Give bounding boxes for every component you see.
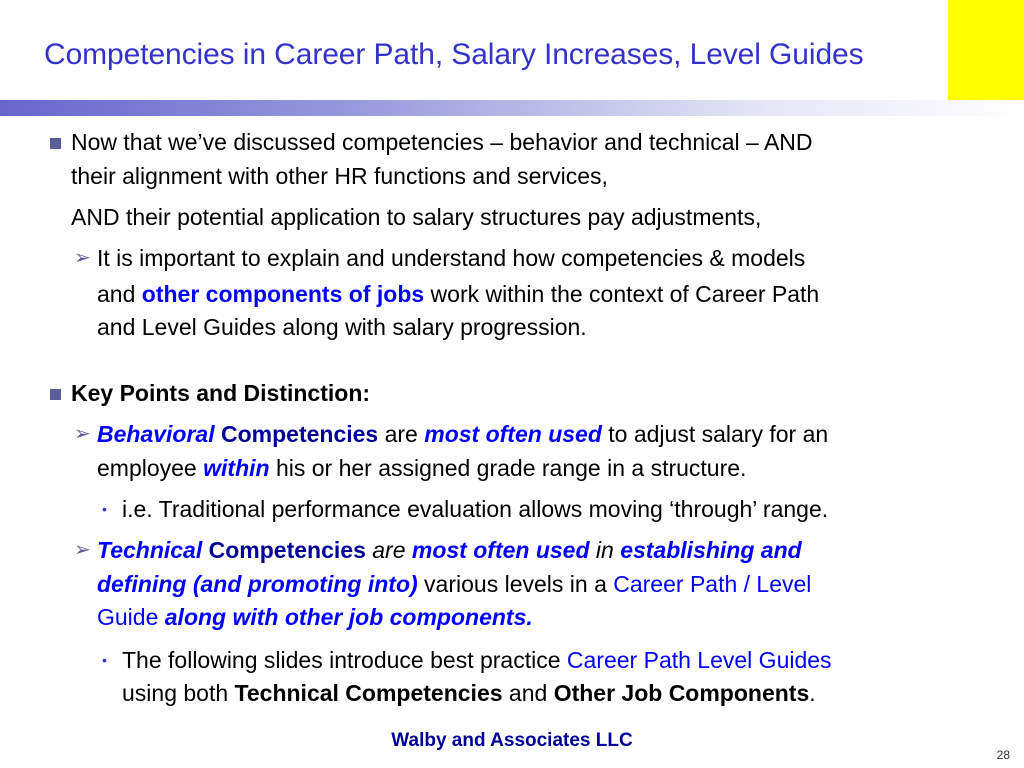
technical-note-line2: using both Technical Competencies and Other Job Components. [122,680,816,706]
dot-bullet-icon: • [102,501,107,517]
page-number: 28 [996,748,1010,762]
key-points-heading: Key Points and Distinction: [71,380,371,406]
technical-note-line1: The following slides introduce best practice Career Path Level Guides [122,647,832,673]
bullet1-sub-line3: and Level Guides along with salary progression. [97,314,587,340]
technical-line3: Guide along with other job components. [97,604,533,630]
arrow-bullet-icon: ➢ [74,247,91,269]
bullet1-line2: their alignment with other HR functions and services, [71,163,608,189]
square-bullet-icon [50,138,61,149]
bullet1-line3: AND their potential application to salary structures pay adjustments, [71,204,762,230]
arrow-bullet-icon: ➢ [74,539,91,561]
behavioral-note: i.e. Traditional performance evaluation allows moving ‘through’ range. [122,496,829,522]
dot-bullet-icon: • [102,652,107,668]
bullet1-sub-line1: It is important to explain and understand how competencies & models [97,245,806,271]
behavioral-line2: employee within his or her assigned grade range in a structure. [97,455,747,481]
technical-line2: defining (and promoting into) various levels in a Career Path / Level [97,571,812,597]
slide-title: Competencies in Career Path, Salary Increases, Level Guides [44,38,864,71]
square-bullet-icon [50,389,61,400]
technical-line1: Technical Competencies are most often used in establishing and [97,537,802,563]
behavioral-line1: Behavioral Competencies are most often used to adjust salary for an [97,421,829,447]
footer-company: Walby and Associates LLC [391,730,633,751]
arrow-bullet-icon: ➢ [74,423,91,445]
bullet1-line1: Now that we’ve discussed competencies – behavior and technical – AND [71,129,813,155]
bullet1-sub-line2: and other components of jobs work within the context of Career Path [97,281,820,307]
